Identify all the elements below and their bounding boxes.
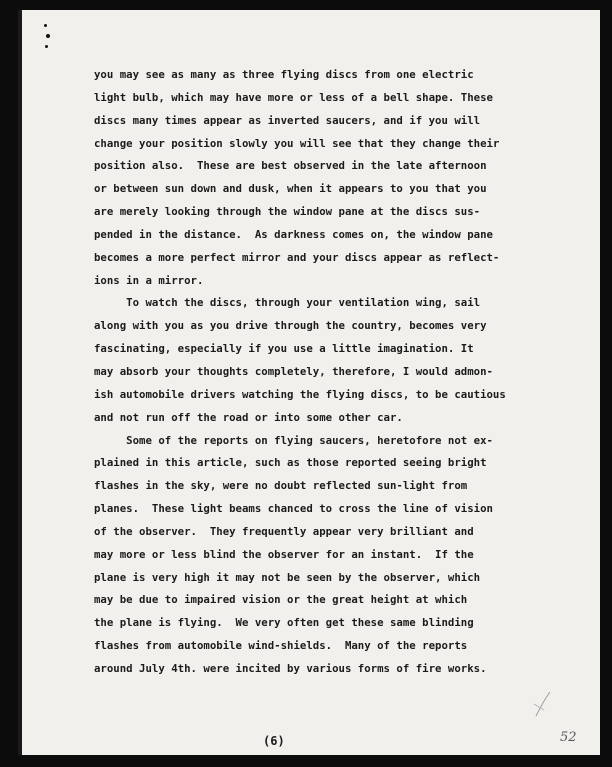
text-line: Some of the reports on flying saucers, heretofore not ex- xyxy=(94,433,493,447)
text-line: along with you as you drive through the country, becomes very xyxy=(94,319,487,333)
text-line: flashes in the sky, were no doubt reflected sun-light from xyxy=(94,479,468,493)
text-line: planes. These light beams chanced to cross the line of vision xyxy=(94,502,493,516)
text-line: ions in a mirror. xyxy=(94,273,204,287)
punch-mark xyxy=(44,24,47,27)
text-line: may more or less blind the observer for an instant. If the xyxy=(94,547,474,561)
text-line: or between sun down and dusk, when it appears to you that you xyxy=(94,182,487,196)
text-line: ish automobile drivers watching the flying discs, to be cautious xyxy=(94,387,506,401)
text-line: may be due to impaired vision or the great height at which xyxy=(94,593,468,607)
handwritten-page-number: 52 xyxy=(560,730,577,745)
text-line: around July 4th. were incited by various forms of fire works. xyxy=(94,661,487,675)
pencil-mark-icon xyxy=(532,690,556,718)
text-line: fascinating, especially if you use a little imagination. It xyxy=(94,342,474,356)
text-line: of the observer. They frequently appear very brilliant and xyxy=(94,524,474,538)
text-line: and not run off the road or into some other car. xyxy=(94,410,403,424)
body-text xyxy=(94,64,554,681)
text-line: To watch the discs, through your ventilation wing, sail xyxy=(94,296,481,310)
text-line: flashes from automobile wind-shields. Many of the reports xyxy=(94,639,468,653)
text-line: becomes a more perfect mirror and your discs appear as reflect- xyxy=(94,250,500,264)
text-line: you may see as many as three flying discs from one electric xyxy=(94,68,474,81)
text-line: discs many times appear as inverted saucers, and if you will xyxy=(94,113,481,127)
page-number: (6) xyxy=(263,734,285,748)
text-line: plane is very high it may not be seen by the observer, which xyxy=(94,570,481,584)
text-line: position also. These are best observed in the late afternoon xyxy=(94,159,487,173)
text-line: pended in the distance. As darkness comes on, the window pane xyxy=(94,227,493,241)
text-line: may absorb your thoughts completely, therefore, I would admon- xyxy=(94,364,493,378)
text-line: light bulb, which may have more or less of a bell shape. These xyxy=(94,90,493,104)
text-line: plained in this article, such as those reported seeing bright xyxy=(94,456,487,470)
text-line: change your position slowly you will see that they change their xyxy=(94,136,500,150)
text-line: are merely looking through the window pane at the discs sus- xyxy=(94,205,481,219)
punch-mark xyxy=(46,34,50,38)
punch-mark xyxy=(45,45,48,48)
text-line: the plane is flying. We very often get these same blinding xyxy=(94,616,474,630)
